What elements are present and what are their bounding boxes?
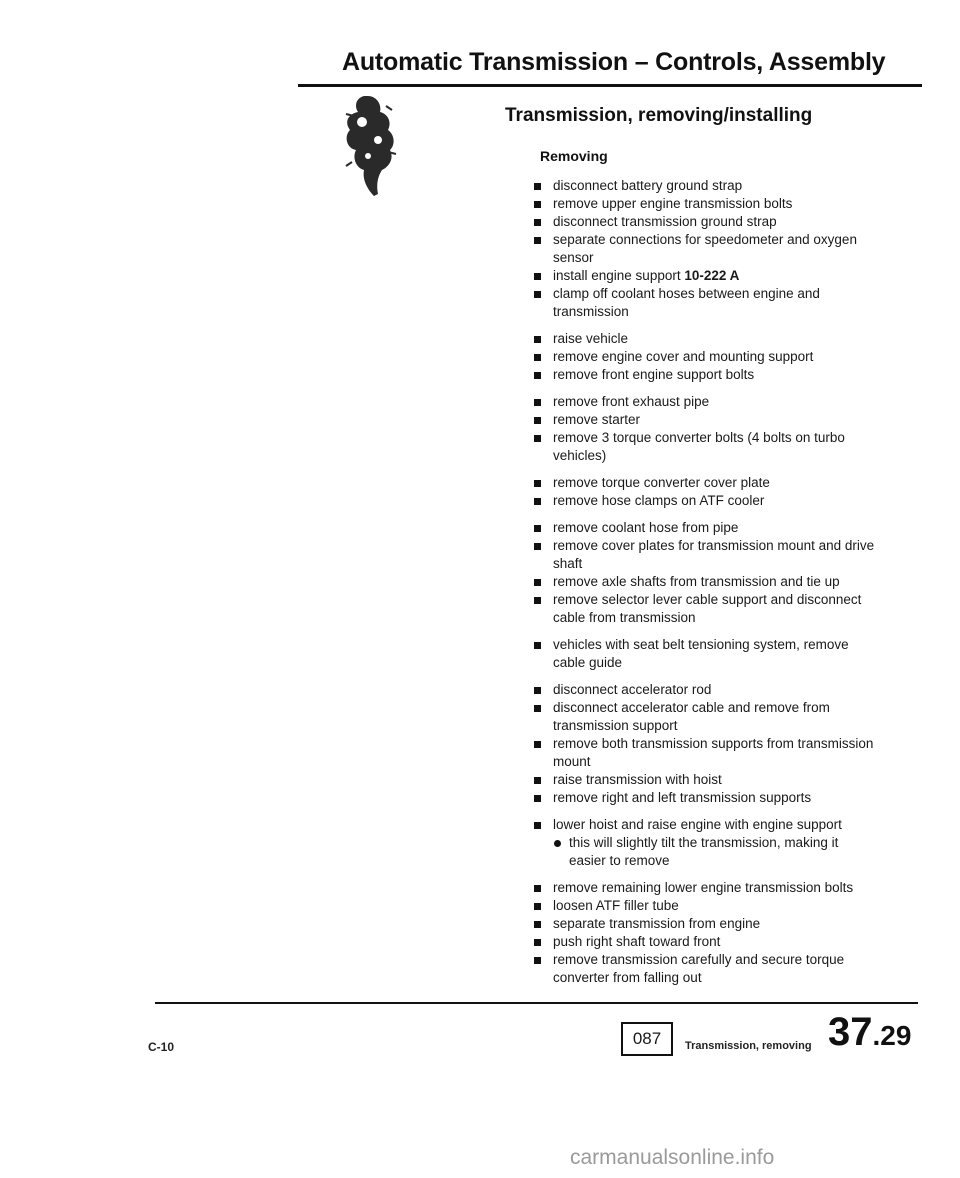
step-group: [533, 816, 878, 870]
step-item: [533, 699, 878, 735]
square-bullet-icon: [534, 480, 541, 487]
step-text: separate connections for speedometer and oxygen sensor: [553, 232, 857, 265]
page-title: Automatic Transmission – Controls, Assembly: [342, 48, 886, 76]
step-text: remove engine cover and mounting support: [553, 349, 814, 364]
step-item: [533, 915, 878, 933]
square-bullet-icon: [534, 237, 541, 244]
square-bullet-icon: [534, 579, 541, 586]
square-bullet-icon: [534, 939, 541, 946]
step-group: [533, 879, 878, 987]
sub-heading: Removing: [540, 148, 608, 164]
step-text: vehicles with seat belt tensioning system, remove cable guide: [553, 637, 849, 670]
step-text: clamp off coolant hoses between engine and transmission: [553, 286, 820, 319]
step-item: [533, 474, 878, 492]
step-text: remove remaining lower engine transmission bolts: [553, 880, 854, 895]
square-bullet-icon: [534, 525, 541, 532]
step-text: separate transmission from engine: [553, 916, 761, 931]
step-text: raise vehicle: [553, 331, 629, 346]
step-item: [533, 366, 878, 384]
footer-caption: Transmission, removing: [685, 1040, 812, 1052]
step-item: [533, 285, 878, 321]
step-text: loosen ATF filler tube: [553, 898, 679, 913]
step-item: [533, 213, 878, 231]
square-bullet-icon: [534, 597, 541, 604]
step-item: [533, 195, 878, 213]
step-group: [533, 393, 878, 465]
square-bullet-icon: [534, 777, 541, 784]
step-item: [533, 897, 878, 915]
step-item: [533, 492, 878, 510]
automatic-transmission-icon: [338, 92, 398, 202]
square-bullet-icon: [534, 498, 541, 505]
step-text: remove selector lever cable support and disconnect cable from transmission: [553, 592, 862, 625]
square-bullet-icon: [534, 822, 541, 829]
square-bullet-icon: [534, 642, 541, 649]
step-item: [533, 429, 878, 465]
section-heading: Transmission, removing/installing: [505, 105, 813, 126]
step-text: disconnect accelerator rod: [553, 682, 712, 697]
square-bullet-icon: [534, 183, 541, 190]
footer-box-code: 087: [621, 1022, 673, 1056]
square-bullet-icon: [534, 354, 541, 361]
step-text: remove transmission carefully and secure torque converter from falling out: [553, 952, 845, 985]
square-bullet-icon: [534, 219, 541, 226]
round-bullet-icon: [554, 840, 561, 847]
step-item: [533, 771, 878, 789]
title-rule: [298, 84, 922, 87]
step-text: remove cover plates for transmission mount and drive shaft: [553, 538, 875, 571]
step-group: [533, 330, 878, 384]
step-item: [533, 231, 878, 267]
step-text: remove front exhaust pipe: [553, 394, 710, 409]
step-text: remove 3 torque converter bolts (4 bolts on turbo vehicles): [553, 430, 845, 463]
page-number-major: 37: [828, 1010, 873, 1054]
step-text: remove torque converter cover plate: [553, 475, 770, 490]
square-bullet-icon: [534, 705, 541, 712]
step-text: remove right and left transmission supports: [553, 790, 812, 805]
square-bullet-icon: [534, 795, 541, 802]
step-text: raise transmission with hoist: [553, 772, 722, 787]
step-item: [533, 879, 878, 897]
step-text: lower hoist and raise engine with engine support: [553, 817, 842, 832]
step-text: disconnect accelerator cable and remove from transmission support: [553, 700, 830, 733]
square-bullet-icon: [534, 336, 541, 343]
step-group: [533, 177, 878, 321]
step-item: [533, 573, 878, 591]
step-item: [533, 537, 878, 573]
square-bullet-icon: [534, 903, 541, 910]
note-text: this will slightly tilt the transmission, making it easier to remove: [569, 835, 839, 868]
watermark: carmanualsonline.info: [570, 1146, 775, 1169]
square-bullet-icon: [534, 687, 541, 694]
step-item: [533, 393, 878, 411]
square-bullet-icon: [534, 741, 541, 748]
step-item: [533, 816, 878, 834]
step-item: [533, 951, 878, 987]
square-bullet-icon: [534, 543, 541, 550]
page-number: [828, 1010, 911, 1055]
square-bullet-icon: [534, 399, 541, 406]
step-item: [533, 519, 878, 537]
step-text: disconnect transmission ground strap: [553, 214, 777, 229]
part-number: 10-222 A: [684, 268, 740, 283]
page-number-minor: .29: [872, 1020, 912, 1051]
square-bullet-icon: [534, 957, 541, 964]
step-item: [533, 789, 878, 807]
step-text: remove coolant hose from pipe: [553, 520, 739, 535]
step-item: [533, 177, 878, 195]
footer-rule: [155, 1002, 918, 1004]
step-group: [533, 519, 878, 627]
step-text: remove hose clamps on ATF cooler: [553, 493, 765, 508]
square-bullet-icon: [534, 435, 541, 442]
step-text: install engine support 10-222 A: [553, 268, 740, 283]
step-item: [533, 267, 878, 285]
step-item: [533, 681, 878, 699]
footer-left-code: C-10: [148, 1040, 175, 1054]
square-bullet-icon: [534, 885, 541, 892]
step-item: [533, 735, 878, 771]
square-bullet-icon: [534, 417, 541, 424]
steps-list: [533, 177, 878, 996]
step-group: [533, 474, 878, 510]
square-bullet-icon: [534, 291, 541, 298]
step-text: remove front engine support bolts: [553, 367, 755, 382]
step-item: [533, 591, 878, 627]
step-item: [533, 933, 878, 951]
step-text: remove axle shafts from transmission and tie up: [553, 574, 840, 589]
square-bullet-icon: [534, 372, 541, 379]
step-item: [533, 330, 878, 348]
step-text: remove starter: [553, 412, 641, 427]
step-group: [533, 636, 878, 672]
square-bullet-icon: [534, 201, 541, 208]
step-text: disconnect battery ground strap: [553, 178, 743, 193]
step-item: [533, 411, 878, 429]
step-item: [533, 348, 878, 366]
step-item: [533, 636, 878, 672]
step-text: remove upper engine transmission bolts: [553, 196, 793, 211]
square-bullet-icon: [534, 921, 541, 928]
step-group: [533, 681, 878, 807]
step-text: remove both transmission supports from transmission mount: [553, 736, 874, 769]
step-note: [533, 834, 878, 870]
step-text: push right shaft toward front: [553, 934, 721, 949]
square-bullet-icon: [534, 273, 541, 280]
